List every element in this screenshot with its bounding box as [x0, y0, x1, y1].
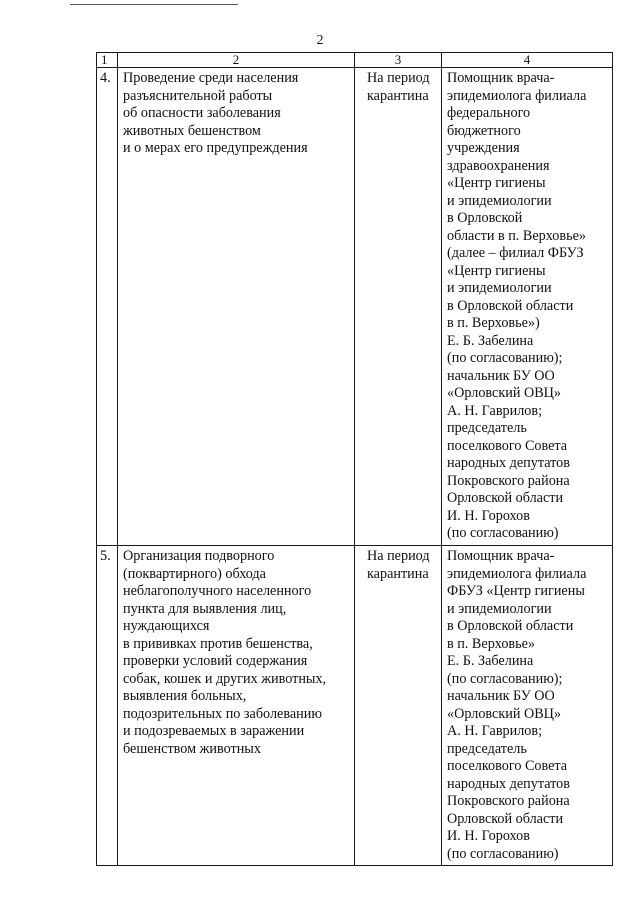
responsible-text: Помощник врача- эпидемиолога филиала ФБУЗ «Центр гигиены и эпидемиологии в Орловской области в п. Верховье» Е. Б. Забелина (по согласованию); начальник БУ ОО «Орловский ОВЦ» А. Н. Гаврилов; председатель поселкового Совета народных депутатов Покровского района Орловской области И. Н. Горохов (по согласованию) — [447, 548, 587, 862]
scan-artifact-line — [70, 4, 238, 5]
row-number: 4. — [100, 70, 111, 86]
responsible-text: Помощник врача- эпидемиолога филиала федерального бюджетного учреждения здравоохранения «Центр гигиены и эпидемиологии в Орловской области в п. Верховье» (далее – филиал ФБУЗ «Центр гигиены и эпидемиологии в Орловской области в п. Верховье») Е. Б. Забелина (по согласованию); начальник БУ ОО «Орловский ОВЦ» А. Н. Гаврилов; председатель поселкового Совета народных депутатов Покровского района Орловской области И. Н. Горохов (по согласованию) — [447, 70, 587, 541]
measures-table — [96, 52, 613, 866]
table-row — [97, 546, 613, 866]
activity-cell — [118, 546, 355, 866]
responsible-cell — [442, 68, 613, 546]
table-header-row — [97, 53, 613, 68]
activity-text: Проведение среди населения разъяснительной работы об опасности заболевания животных бешенством и о мерах его предупреждения — [123, 70, 308, 156]
period-cell — [355, 68, 442, 546]
period-text: На период карантина — [367, 548, 430, 582]
responsible-cell — [442, 546, 613, 866]
header-col-1: 1 — [97, 53, 118, 68]
header-col-3: 3 — [355, 53, 442, 68]
activity-cell — [118, 68, 355, 546]
row-number-cell — [97, 68, 118, 546]
activity-text: Организация подворного (поквартирного) обхода неблагополучного населенного пункта для выявления лиц, нуждающихся в прививках против бешенства, проверки условий содержания собак, кошек и других животных, выявления больных, подозрительных по заболеванию и подозреваемых в заражении бешенством животных — [123, 548, 327, 757]
header-col-2: 2 — [118, 53, 355, 68]
row-number-cell — [97, 546, 118, 866]
period-text: На период карантина — [367, 70, 430, 104]
page-number: 2 — [316, 33, 324, 48]
period-cell — [355, 546, 442, 866]
table-row — [97, 68, 613, 546]
row-number: 5. — [100, 548, 111, 564]
header-col-4: 4 — [442, 53, 613, 68]
